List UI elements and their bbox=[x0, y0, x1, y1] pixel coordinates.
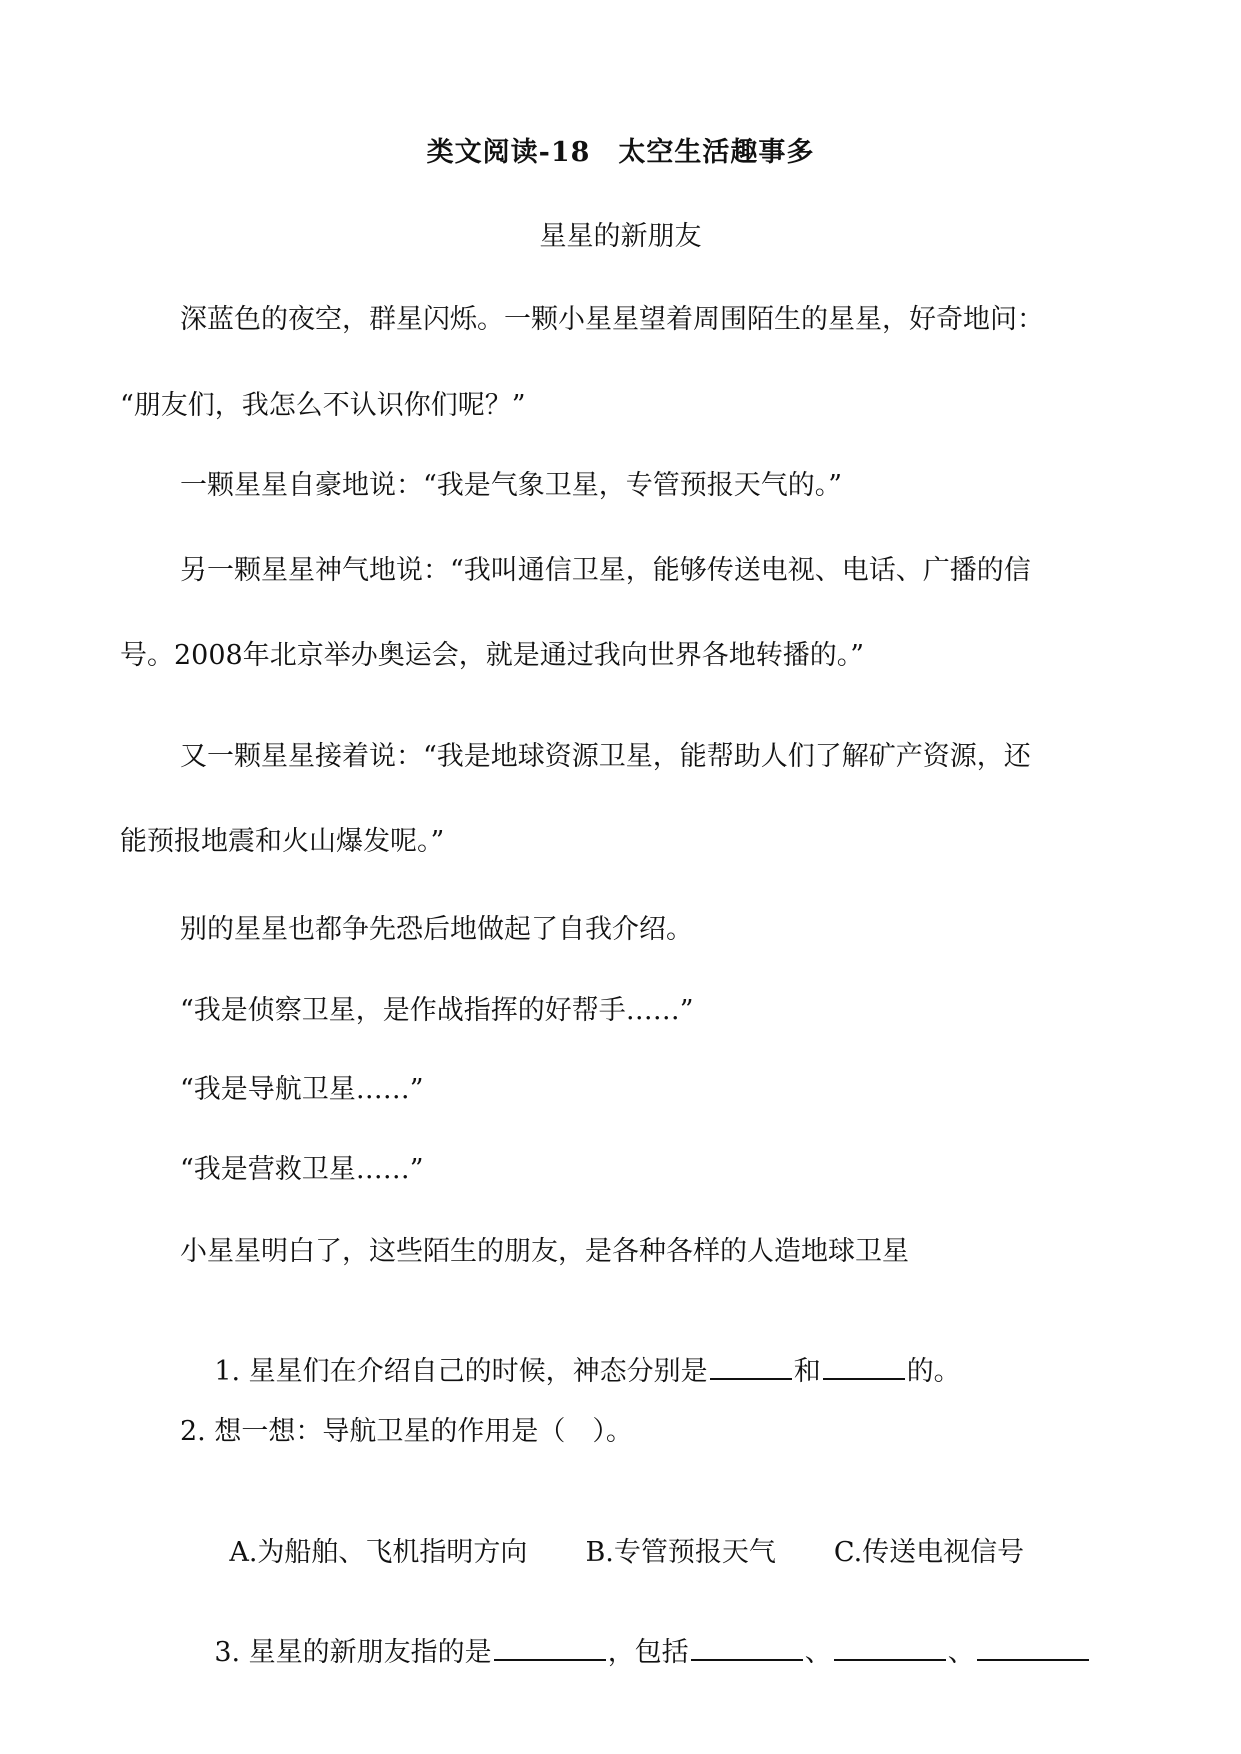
question-3 bbox=[180, 1593, 1091, 1713]
answer-blank[interactable] bbox=[710, 1352, 792, 1380]
paragraph-line: 小星星明白了，这些陌生的朋友，是各种各样的人造地球卫星 bbox=[180, 1236, 909, 1267]
separator: 、 bbox=[947, 1637, 975, 1668]
paragraph-line: 号。2008年北京举办奥运会，就是通过我向世界各地转播的。” bbox=[120, 640, 865, 671]
question-1-middle: 和 bbox=[793, 1356, 821, 1387]
paragraph-line: 一颗星星自豪地说：“我是气象卫星，专管预报天气的。” bbox=[180, 470, 843, 501]
option-b[interactable]: B.专管预报天气 bbox=[585, 1537, 776, 1568]
passage-title: 星星的新朋友 bbox=[539, 221, 702, 252]
paragraph-line: 能预报地震和火山爆发呢。” bbox=[120, 826, 445, 857]
question-3-middle: ，包括 bbox=[607, 1637, 689, 1668]
answer-blank[interactable] bbox=[691, 1633, 803, 1661]
document-title: 类文阅读-18 太空生活趣事多 bbox=[426, 137, 815, 168]
question-3-text: 3. 星星的新朋友指的是 bbox=[214, 1637, 492, 1668]
answer-blank[interactable] bbox=[977, 1633, 1089, 1661]
paragraph-line: 深蓝色的夜空，群星闪烁。一颗小星星望着周围陌生的星星，好奇地问： bbox=[180, 304, 1044, 335]
paragraph-line: 另一颗星星神气地说：“我叫通信卫星，能够传送电视、电话、广播的信 bbox=[180, 555, 1031, 586]
paragraph-line: “朋友们，我怎么不认识你们呢？” bbox=[120, 390, 526, 421]
question-1-end: 的。 bbox=[906, 1356, 961, 1387]
paragraph-line: “我是导航卫星……” bbox=[180, 1074, 424, 1105]
question-1-text: 1. 星星们在介绍自己的时候，神态分别是 bbox=[214, 1356, 708, 1387]
answer-blank[interactable] bbox=[494, 1633, 606, 1661]
paragraph-line: “我是侦察卫星，是作战指挥的好帮手……” bbox=[180, 995, 694, 1026]
option-a[interactable]: A.为船舶、飞机指明方向 bbox=[229, 1537, 528, 1568]
paragraph-line: 又一颗星星接着说：“我是地球资源卫星，能帮助人们了解矿产资源，还 bbox=[180, 741, 1031, 772]
question-2: 2. 想一想：导航卫星的作用是（ ）。 bbox=[180, 1416, 633, 1447]
paragraph-line: “我是营救卫星……” bbox=[180, 1154, 424, 1185]
separator: 、 bbox=[804, 1637, 832, 1668]
answer-blank[interactable] bbox=[834, 1633, 946, 1661]
paragraph-line: 别的星星也都争先恐后地做起了自我介绍。 bbox=[180, 914, 693, 945]
answer-blank[interactable] bbox=[823, 1352, 905, 1380]
option-c[interactable]: C.传送电视信号 bbox=[833, 1537, 1025, 1568]
